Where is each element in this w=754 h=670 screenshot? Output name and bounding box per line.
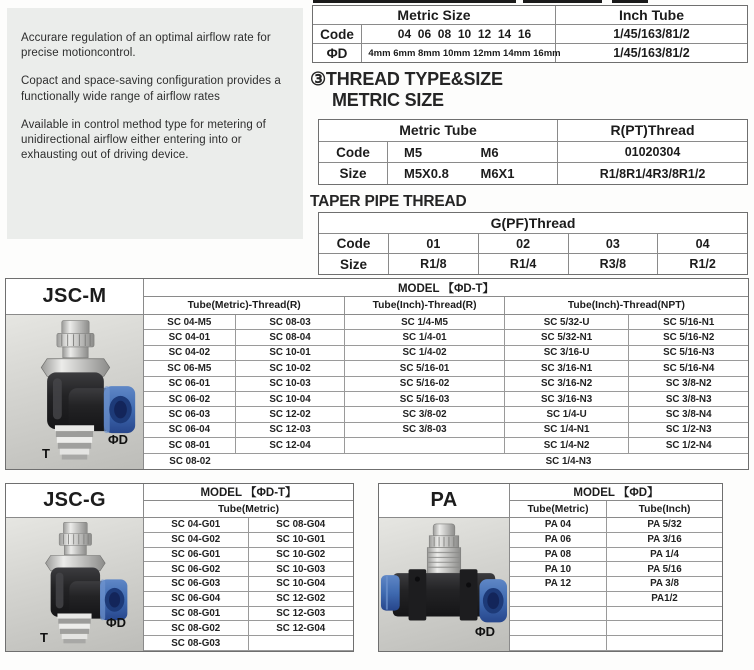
tube-dia-label: ΦD — [108, 432, 129, 447]
jscm-model-header: MODEL 【ΦD-T】 — [144, 279, 748, 297]
table-cell: SC 3/8-N2 — [629, 377, 748, 392]
table-cell: SC 1/4-01 — [345, 330, 504, 345]
table-cell: SC 1/4-N3 — [545, 455, 592, 467]
table-cell: PA 3/16 — [607, 533, 722, 548]
table-row — [144, 533, 353, 548]
table-row — [144, 392, 748, 407]
table-cell: SC 3/16-U — [505, 346, 630, 361]
table-cell: PA 10 — [510, 562, 607, 577]
jscg-model-header: MODEL 【ΦD-T】 — [144, 484, 353, 501]
thread-port-label: T — [42, 446, 50, 461]
table-cell: SC 12-03 — [236, 423, 346, 438]
thread-size: R1/4 — [626, 166, 653, 181]
table-cell: SC 12-G03 — [249, 607, 354, 622]
table-cell: SC 06-G01 — [144, 548, 249, 563]
rpt-thread-header: R(PT)Thread — [610, 122, 695, 139]
table-cell: SC 08-02 — [169, 455, 211, 467]
table-cell: PA1/2 — [607, 592, 722, 607]
table-cell: SC 04-01 — [144, 330, 236, 345]
taper-thread-table — [318, 212, 748, 275]
table-cell — [510, 636, 607, 651]
table-cell: SC 08-G01 — [144, 607, 249, 622]
table-row — [144, 577, 353, 592]
code-label: Code — [319, 142, 388, 163]
inch-value: 1/2 — [672, 46, 690, 60]
inch-value: 1/4 — [613, 46, 631, 60]
thread-sizes — [558, 163, 747, 184]
column-header: Tube(Metric)-Thread(R) — [144, 297, 345, 314]
table-cell: SC 06-G03 — [144, 577, 249, 592]
table-cell: SC 1/4-02 — [345, 346, 504, 361]
table-cell: SC 08-G02 — [144, 621, 249, 636]
metric-size-header: Metric Size — [313, 6, 556, 24]
metric-thread-table — [318, 119, 748, 185]
taper-code: 03 — [569, 234, 659, 254]
table-cell: SC 06-03 — [144, 407, 236, 422]
table-row — [144, 562, 353, 577]
table-cell: SC 10-03 — [236, 377, 346, 392]
feature-paragraph: Copact and space-saving configuration provides a functionally wide range of airflow rates — [21, 75, 281, 103]
table-cell: SC 10-G04 — [249, 577, 354, 592]
table-cell — [345, 438, 504, 453]
table-cell: SC 1/4-N1 — [505, 423, 630, 438]
size-label: Size — [319, 163, 388, 184]
table-row — [144, 438, 748, 453]
tube-size: M6X1 — [480, 166, 515, 182]
tube-code: M5 — [404, 144, 423, 160]
table-cell — [510, 621, 607, 636]
metric-codes: 04 06 08 10 12 14 16 — [362, 25, 556, 43]
inch-value: 1/2 — [672, 27, 690, 41]
tube-dia-label: ΦD — [475, 624, 496, 639]
table-cell: PA 08 — [510, 548, 607, 563]
table-cell: PA 5/16 — [607, 562, 722, 577]
jscm-product-photo — [6, 315, 144, 469]
table-cell: SC 5/32-U — [505, 315, 630, 330]
table-row — [144, 621, 353, 636]
table-row — [144, 315, 748, 330]
taper-code: 04 — [695, 236, 710, 251]
jscm-table-body — [144, 315, 748, 454]
thread-code: 04 — [666, 145, 681, 159]
inch-value: 3/8 — [654, 46, 673, 60]
thread-port-label: T — [40, 630, 48, 645]
table-row — [510, 533, 722, 548]
size-row — [319, 254, 747, 274]
metric-diameters: 4mm 6mm 8mm 10mm 12mm 14mm 16mm — [362, 44, 556, 62]
table-cell: SC 5/16-N1 — [629, 315, 748, 330]
elbow-fitting-image — [6, 518, 143, 651]
table-header-row — [319, 213, 747, 234]
table-cell: SC 06-G04 — [144, 592, 249, 607]
tube-size-table — [312, 5, 748, 63]
code-label: Code — [319, 234, 389, 254]
taper-code: 01 — [389, 234, 479, 254]
table-cell: SC 10-G03 — [249, 562, 354, 577]
table-cell: SC 1/4-M5 — [345, 315, 504, 330]
pa-model-header: MODEL 【ΦD】 — [510, 484, 722, 501]
clipped-heading-remnant — [313, 0, 516, 3]
table-cell: SC 10-G01 — [249, 533, 354, 548]
table-row — [144, 377, 748, 392]
size-label: Size — [319, 254, 389, 274]
table-cell: SC 5/16-N4 — [629, 361, 748, 376]
diameter-label: ΦD — [313, 44, 362, 62]
table-row — [144, 592, 353, 607]
table-cell: SC 3/16-N1 — [505, 361, 630, 376]
table-cell: PA 04 — [510, 518, 607, 533]
table-header-row — [313, 6, 747, 25]
table-cell: SC 04-M5 — [144, 315, 236, 330]
gpf-thread-header: G(PF)Thread — [490, 214, 576, 231]
taper-size: R1/8 — [389, 254, 479, 274]
table-row — [144, 361, 748, 376]
table-cell: SC 12-04 — [236, 438, 346, 453]
table-cell: SC 5/16-01 — [345, 361, 504, 376]
table-cell — [607, 636, 722, 651]
table-cell: SC 12-02 — [236, 407, 346, 422]
tube-codes — [388, 142, 558, 163]
table-cell: SC 04-G01 — [144, 518, 249, 533]
diameter-row — [313, 44, 747, 62]
thread-code: 03 — [652, 145, 667, 159]
thread-size: R1/8 — [599, 166, 627, 181]
inch-codes — [556, 25, 747, 43]
table-cell — [510, 607, 607, 622]
table-row — [144, 607, 353, 622]
table-cell: SC 3/16-N2 — [505, 377, 630, 392]
table-header-row — [319, 120, 747, 142]
pa-model-table — [378, 483, 723, 652]
inch-tube-header: Inch Tube — [618, 7, 685, 23]
metric-size-heading: METRIC SIZE — [332, 90, 444, 110]
table-cell: PA 1/4 — [607, 548, 722, 563]
table-cell: SC 3/8-N4 — [629, 407, 748, 422]
table-row — [510, 636, 722, 651]
table-cell: SC 08-03 — [236, 315, 346, 330]
tube-size: M5X0.8 — [404, 166, 449, 182]
table-row — [510, 607, 722, 622]
table-row — [144, 548, 353, 563]
table-cell: SC 06-02 — [144, 392, 236, 407]
pa-product-photo — [379, 518, 510, 651]
table-cell: SC 5/16-N2 — [629, 330, 748, 345]
pa-column-headers — [510, 501, 722, 518]
column-header: Tube(Inch)-Thread(R) — [345, 297, 504, 314]
jscm-title: JSC-M — [6, 279, 144, 315]
thread-code: 02 — [638, 145, 653, 159]
table-cell: SC 3/8-N3 — [629, 392, 748, 407]
thread-code: 01 — [624, 145, 639, 159]
table-cell: SC 06-01 — [144, 377, 236, 392]
table-cell: SC 12-G02 — [249, 592, 354, 607]
code-row — [313, 25, 747, 44]
taper-size: R1/4 — [479, 254, 569, 274]
table-cell: SC 3/8-03 — [345, 423, 504, 438]
table-cell — [607, 607, 722, 622]
table-cell: SC 08-04 — [236, 330, 346, 345]
inch-value: 5/16 — [630, 46, 655, 60]
table-row — [510, 548, 722, 563]
inch-value: 1/4 — [613, 27, 631, 41]
table-cell: SC 06-04 — [144, 423, 236, 438]
inch-diameters — [556, 44, 747, 62]
table-cell: SC 12-G04 — [249, 621, 354, 636]
table-cell: SC 1/2-N3 — [629, 423, 748, 438]
column-header: Tube(Metric) — [217, 503, 280, 515]
table-row — [510, 518, 722, 533]
table-row — [510, 621, 722, 636]
code-label: Code — [313, 25, 362, 43]
taper-code: 02 — [479, 234, 569, 254]
table-cell: PA 12 — [510, 577, 607, 592]
table-row — [144, 518, 353, 533]
table-cell: PA 5/32 — [607, 518, 722, 533]
table-cell: SC 10-02 — [236, 361, 346, 376]
pa-table-body — [510, 518, 722, 651]
table-row — [144, 346, 748, 361]
table-cell: SC 3/16-N3 — [505, 392, 630, 407]
table-cell: SC 5/32-N1 — [505, 330, 630, 345]
clipped-heading-remnant — [612, 0, 648, 3]
table-cell: SC 1/2-N4 — [629, 438, 748, 453]
table-cell — [249, 636, 354, 651]
table-row — [144, 330, 748, 345]
table-cell: SC 10-G02 — [249, 548, 354, 563]
inch-value: 3/8 — [654, 27, 673, 41]
jscm-model-table — [5, 278, 749, 470]
table-cell: SC 5/16-02 — [345, 377, 504, 392]
table-cell: SC 08-01 — [144, 438, 236, 453]
table-row — [510, 562, 722, 577]
table-cell: SC 3/8-02 — [345, 407, 504, 422]
jscg-model-table — [5, 483, 354, 652]
table-cell: SC 5/16-03 — [345, 392, 504, 407]
table-cell: SC 04-G02 — [144, 533, 249, 548]
table-cell: SC 5/16-N3 — [629, 346, 748, 361]
jscg-table-body — [144, 518, 353, 651]
taper-pipe-thread-heading: TAPER PIPE THREAD — [310, 193, 467, 210]
code-row — [319, 142, 747, 164]
tube-sizes — [388, 163, 558, 184]
table-row — [144, 423, 748, 438]
table-row — [144, 407, 748, 422]
thread-type-size-heading: ③THREAD TYPE&SIZE — [310, 69, 503, 89]
tube-dia-label: ΦD — [106, 615, 127, 630]
column-header: Tube(Metric) — [510, 501, 607, 517]
code-row — [319, 234, 747, 255]
thread-size: R3/8 — [652, 166, 679, 181]
jscg-title: JSC-G — [6, 484, 144, 518]
thread-codes — [558, 142, 747, 163]
jscm-column-headers — [144, 297, 748, 315]
table-cell: SC 08-G04 — [249, 518, 354, 533]
pa-title: PA — [379, 484, 510, 518]
feature-paragraph: Accurare regulation of an optimal airflow rate for precise motioncontrol. — [21, 32, 271, 60]
jscg-product-photo — [6, 518, 144, 651]
taper-size: R3/8 — [569, 254, 659, 274]
column-header: Tube(Inch)-Thread(NPT) — [567, 300, 685, 311]
feature-description-panel — [7, 8, 303, 239]
table-cell: SC 1/4-U — [505, 407, 630, 422]
table-cell: SC 06-G02 — [144, 562, 249, 577]
table-cell: SC 1/4-N2 — [505, 438, 630, 453]
table-cell: SC 10-01 — [236, 346, 346, 361]
table-cell: SC 06-M5 — [144, 361, 236, 376]
clipped-heading-remnant — [523, 0, 602, 3]
size-row — [319, 163, 747, 184]
table-row — [144, 636, 353, 651]
taper-size: R1/2 — [689, 257, 716, 272]
table-cell: SC 04-02 — [144, 346, 236, 361]
jscm-merged-last-row — [144, 454, 748, 469]
thread-size: R1/2 — [678, 166, 706, 181]
inch-value: 5/16 — [630, 27, 655, 41]
jscg-column-headers — [144, 501, 353, 518]
table-row — [510, 577, 722, 592]
metric-tube-header: Metric Tube — [319, 120, 558, 141]
column-header: Tube(Inch) — [638, 503, 691, 515]
table-cell: PA 06 — [510, 533, 607, 548]
table-cell: SC 08-G03 — [144, 636, 249, 651]
tube-code: M6 — [480, 144, 499, 160]
feature-paragraph: Available in control method type for metering of unidirectional airflow either entering into or exhausting out of driving device. — [21, 118, 266, 162]
table-cell: PA 3/8 — [607, 577, 722, 592]
table-cell: SC 10-04 — [236, 392, 346, 407]
table-cell — [607, 621, 722, 636]
table-cell — [510, 592, 607, 607]
table-row — [510, 592, 722, 607]
